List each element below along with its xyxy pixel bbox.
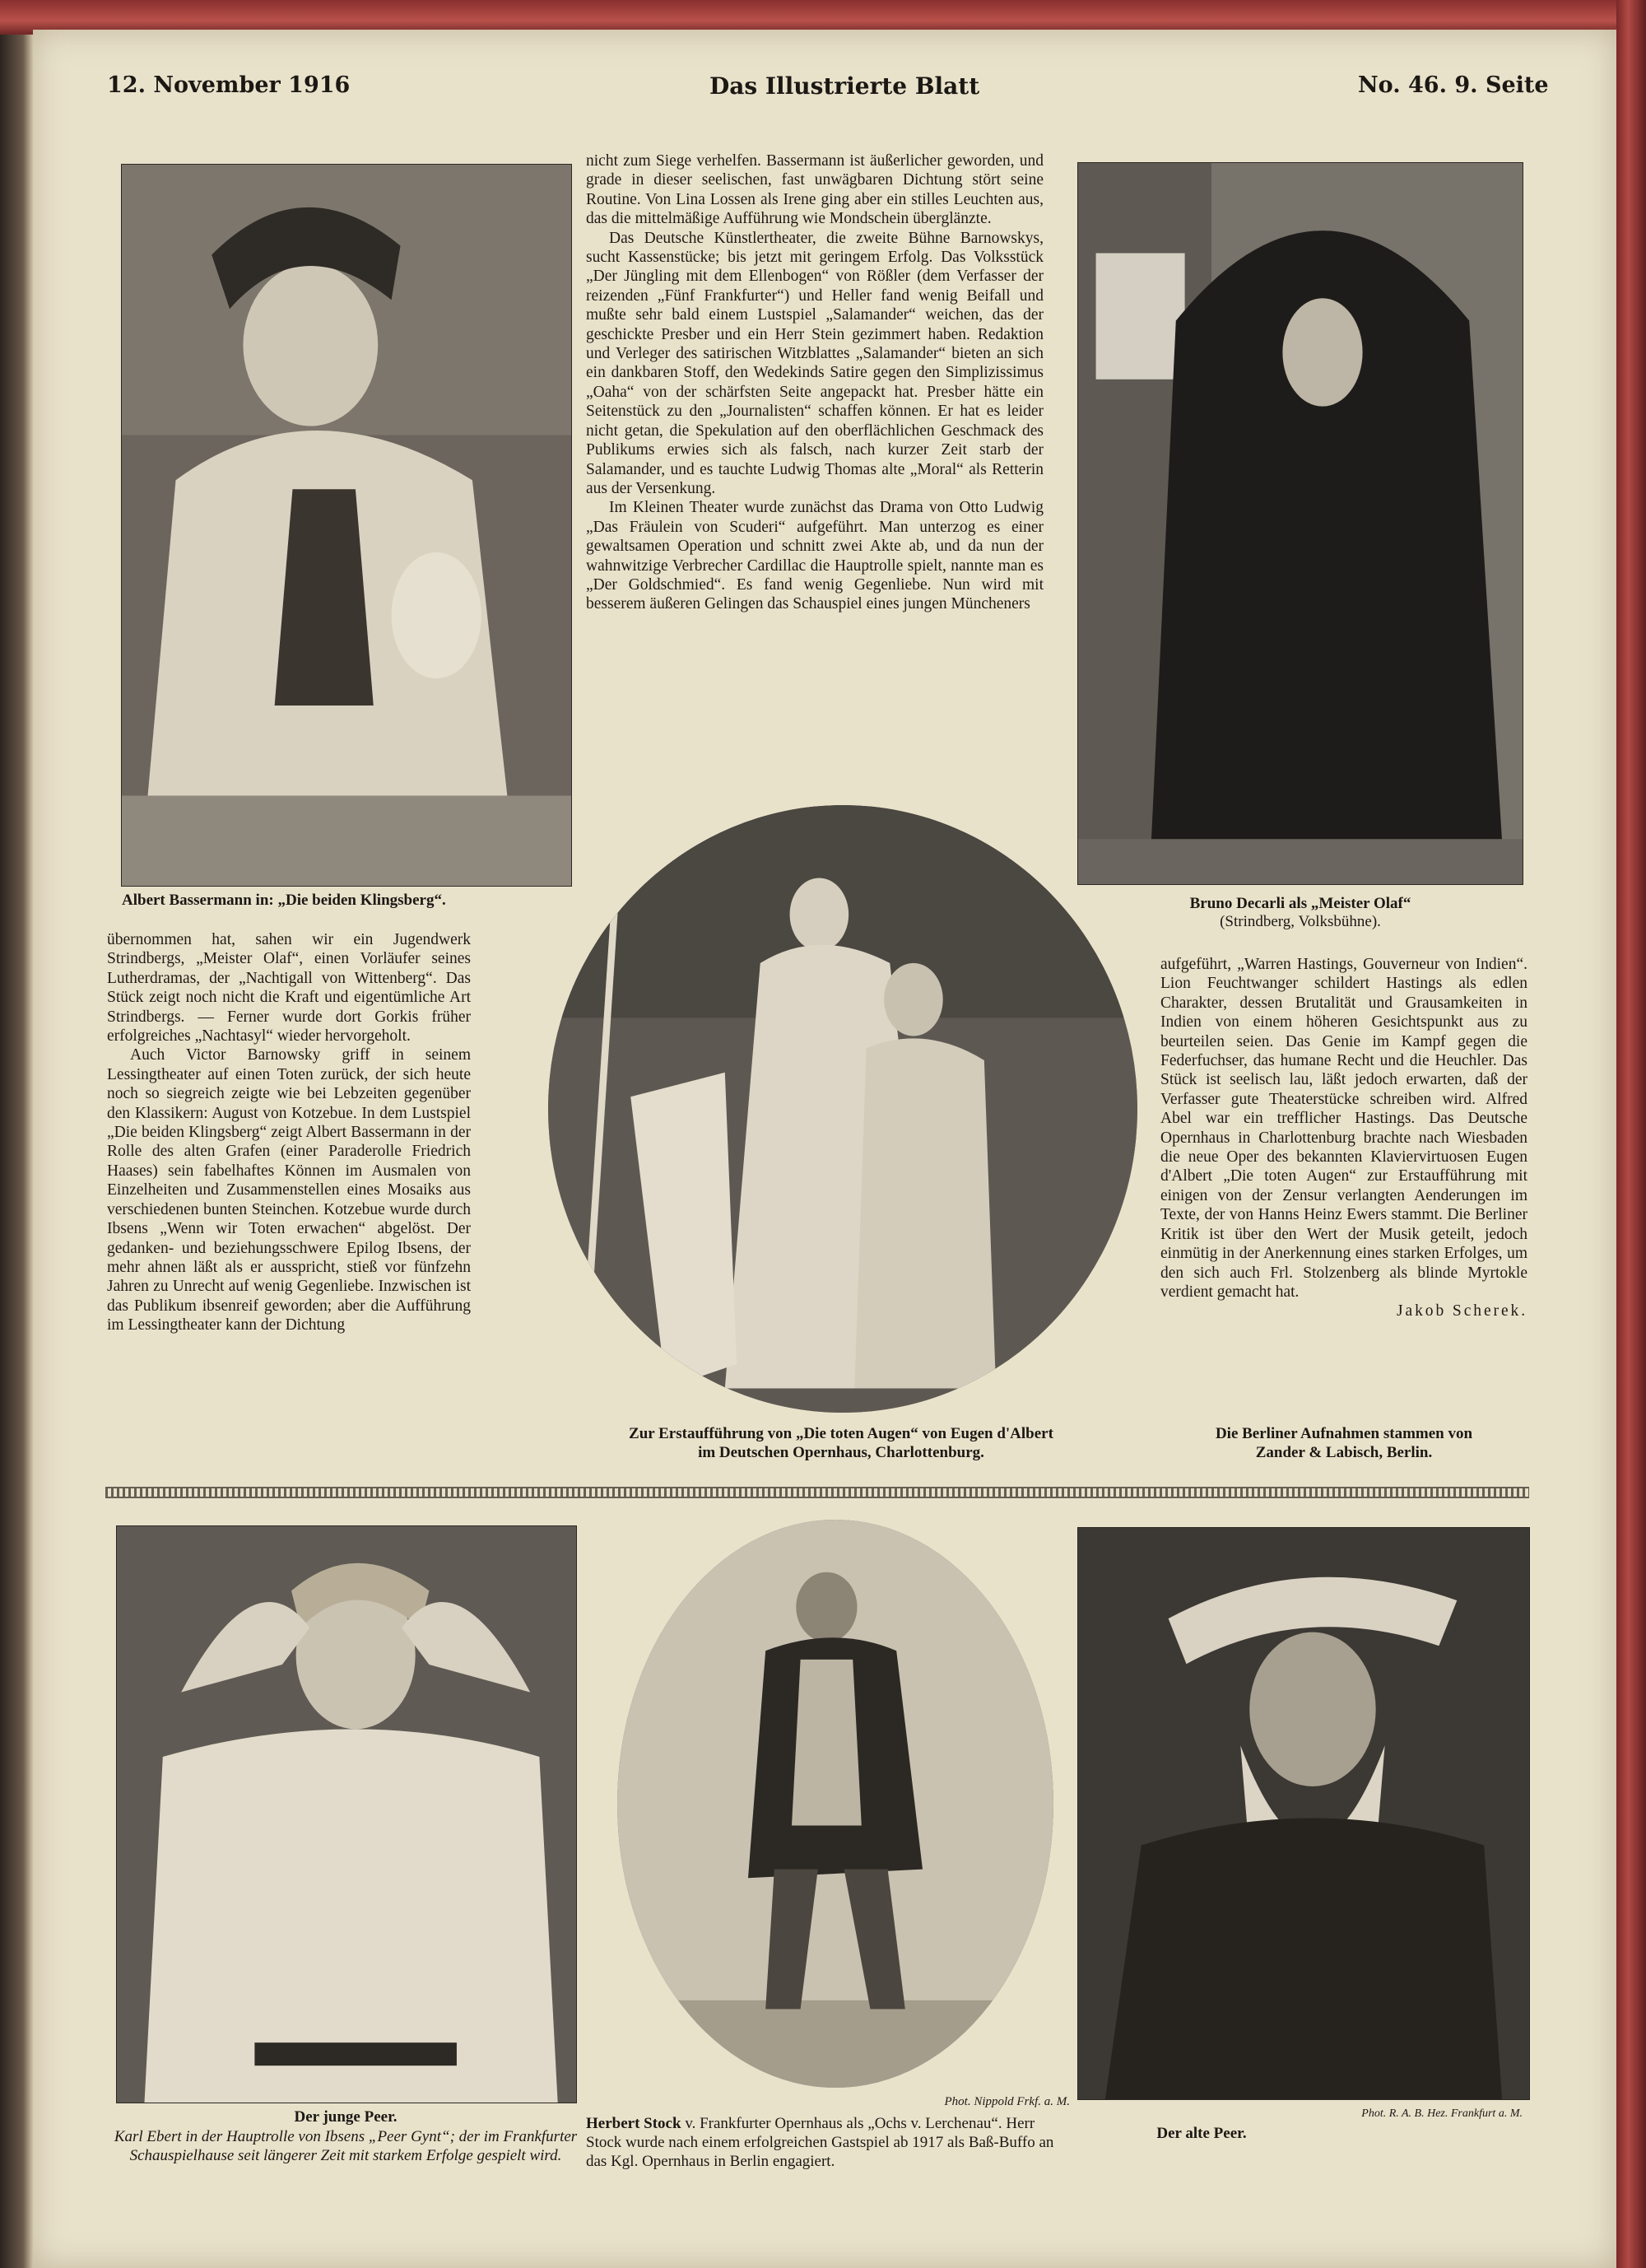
portrait-icon bbox=[1078, 1528, 1529, 2099]
photo-herbert-stock bbox=[617, 1520, 1053, 2088]
caption-herbert-stock-text: v. Frankfurter Opernhaus als „Ochs v. Lerchenau“. Herr Stock wurde nach einem erfolgreichen Gastspiel ab 1917 als Baß-Buffo an das Kgl. Opernhaus in Berlin engagiert. bbox=[586, 2115, 1054, 2170]
book-binding-right bbox=[1616, 0, 1646, 2268]
caption-decarli-sub: (Strindberg, Volksbühne). bbox=[1220, 913, 1381, 930]
portrait-icon bbox=[117, 1526, 576, 2103]
caption-junge-peer-text: Karl Ebert in der Hauptrolle von Ibsens „Peer Gynt“; der im Frankfurter Schauspielhause seit längerer Zeit mit starkem Erfolge gespielt wird. bbox=[114, 2128, 578, 2164]
caption-oval-2: im Deutschen Opernhaus, Charlottenburg. bbox=[698, 1444, 984, 1461]
paragraph: Das Deutsche Künstlertheater, die zweite Bühne Barnowskys, sucht Kassenstücke; bis jetzt mit geringem Erfolg. Das Volksstück „Der Jüngling mit dem Ellenbogen“ von Rößler (dem Verfasser der reizenden „Fünf Frankfurter“) und Heller fand wenig Beifall und mußte sehr bald einem Lustspiel „Salamander“ weichen, das der geschickte Presber und ein Herr Stein gezimmert haben. Redaktion und Verleger des satirischen Witzblattes „Salamander“ bieten an sich ein dankbaren Stoff, den Wedekinds Satire gegen den Simplizissimus „Oaha“ von der schärfsten Seite angepackt hat. Presber hätte ein Seitenstück zu den „Journalisten“ schaffen können. Er hat es leider nicht getan, die Spekulation auf den oberflächlichen Geschmack des Publikums erwies sich als falsch, nach kurzer Zeit starb der Salamander, und es tauchte Ludwig Thomas alte „Moral“ als Retterin aus der Versenkung. bbox=[586, 229, 1044, 497]
book-gutter bbox=[0, 0, 33, 2268]
article-column-left bbox=[107, 930, 471, 1335]
photo-bassermann bbox=[122, 165, 571, 886]
issue-number: No. 46. 9. Seite bbox=[1358, 72, 1549, 98]
photo-oval-die-toten-augen bbox=[548, 805, 1137, 1413]
portrait-icon bbox=[617, 1520, 1053, 2088]
article-column-right bbox=[1160, 955, 1527, 1321]
caption-oval-1: Zur Erstaufführung von „Die toten Augen“ von Eugen d'Albert bbox=[629, 1425, 1053, 1442]
photo-decarli bbox=[1078, 163, 1523, 884]
ornamental-divider bbox=[105, 1487, 1529, 1498]
photo-junge-peer bbox=[117, 1526, 576, 2103]
author-signature: Jakob Scherek. bbox=[1397, 1302, 1527, 1320]
paragraph: übernommen hat, sahen wir ein Jugendwerk Strindbergs, „Meister Olaf“, einen Vorläufer seines Lutherdramas, der „Nachtigall von Wittenberg“. Das Stück zeigt noch nicht die Kraft und eigentümliche Art Strindbergs. — Ferner wurde dort Gorkis früher erfolgreiches „Nachtasyl“ wieder hervorgeholt. bbox=[107, 931, 471, 1046]
photo-credit-berlin-1: Die Berliner Aufnahmen stammen von bbox=[1215, 1425, 1473, 1442]
masthead-title: Das Illustrierte Blatt bbox=[709, 72, 980, 100]
caption-bassermann: Albert Bassermann in: „Die beiden Klingsberg“. bbox=[122, 892, 446, 909]
paragraph: Auch Victor Barnowsky griff in seinem Lessingtheater auf einen Toten zurück, der sich heute noch so siegreich zeigte wie bei Lebzeiten gegenüber den Klassikern: August von Kotzebue. In dem Lustspiel „Die beiden Klingsberg“ zeigt Albert Bassermann in der Rolle des alten Grafen (einer Paraderolle Friedrich Haases) sein fabelhaftes Können im Ausmalen von Einzelheiten und Zusammenstellen eines Mosaiks aus verschiedenen bunten Steinchen. Kotzebue wurde durch Ibsens „Wenn wir Toten erwachen“ abgelöst. Der gedanken- und beziehungsschwere Epilog Ibsens, der mehr ahnen läßt als er ausspricht, stieß vor fünfzehn Jahren zu Unrecht auf wenig Gegenliebe. Inzwischen ist das Publikum ibsenreif geworden; aber die Aufführung im Lessingtheater kann der Dichtung bbox=[107, 1046, 471, 1334]
photo-credit-nippold: Phot. Nippold Frkf. a. M. bbox=[944, 2095, 1070, 2108]
stage-scene-icon bbox=[548, 805, 1137, 1413]
paragraph: Im Kleinen Theater wurde zunächst das Drama von Otto Ludwig „Das Fräulein von Scuderi“ aufgeführt. Man unterzog es einer gewaltsamen Operation und schnitt zwei Akte ab, und da nun der wahnwitzige Verbrecher Cardillac die Hauptrolle spielt, nannte man es „Der Goldschmied“. Es fand wenig Gegenliebe. Nun wird mit besserem äußeren Gelingen das Schauspiel eines jungen Müncheners bbox=[586, 499, 1044, 613]
paragraph: nicht zum Siege verhelfen. Bassermann ist äußerlicher geworden, und grade in dieser seelischen, fast unwägbaren Dichtung stört seine Routine. Von Lina Lossen als Irene ging aber ein stilles Leuchten aus, das die mittelmäßige Aufführung wie Mondschein überglänzte. bbox=[586, 152, 1044, 228]
issue-date: 12. November 1916 bbox=[107, 72, 351, 98]
portrait-icon bbox=[1078, 163, 1523, 884]
portrait-icon bbox=[122, 165, 571, 886]
caption-herbert-stock-name: Herbert Stock bbox=[586, 2115, 681, 2132]
photo-alte-peer bbox=[1078, 1528, 1529, 2099]
caption-decarli: Bruno Decarli als „Meister Olaf“ bbox=[1189, 895, 1411, 912]
caption-alte-peer: Der alte Peer. bbox=[1156, 2125, 1247, 2142]
photo-credit-frankfurt: Phot. R. A. B. Hez. Frankfurt a. M. bbox=[1361, 2107, 1523, 2120]
caption-herbert-stock bbox=[586, 2114, 1072, 2171]
photo-credit-berlin-2: Zander & Labisch, Berlin. bbox=[1255, 1444, 1433, 1461]
caption-junge-peer-title: Der junge Peer. bbox=[294, 2108, 398, 2126]
article-column-top bbox=[586, 151, 1044, 614]
paragraph: aufgeführt, „Warren Hastings, Gouverneur von Indien“. Lion Feuchtwanger schildert Hastings als edlen Charakter, dessen Brutalität und Grausamkeiten in Indien von einem höheren Gesichtspunkt aus zu beurteilen seien. Das Genie im Kampf gegen die Federfuchser, das humane Recht und die Heuchler. Das Stück ist seelisch lau, läßt jedoch erwarten, daß der Verfasser gute Theaterstücke schreiben wird. Alfred Abel war ein trefflicher Hastings. Das Deutsche Opernhaus in Charlottenburg brachte nach Wiesbaden die neue Oper des bekannten Klaviervirtuosen Eugen d'Albert „Die toten Augen“ zur Erstaufführung mit einigen von der Zensur verlangten Aenderungen im Texte, der von Hanns Heinz Ewers stammt. Die Berliner Kritik ist über den Wert der Musik geteilt, jedoch einmütig in der Anerkennung eines starken Erfolges, um den sich auch Frl. Stolzenberg als blinde Myrtokle verdient gemacht hat. bbox=[1160, 956, 1527, 1301]
